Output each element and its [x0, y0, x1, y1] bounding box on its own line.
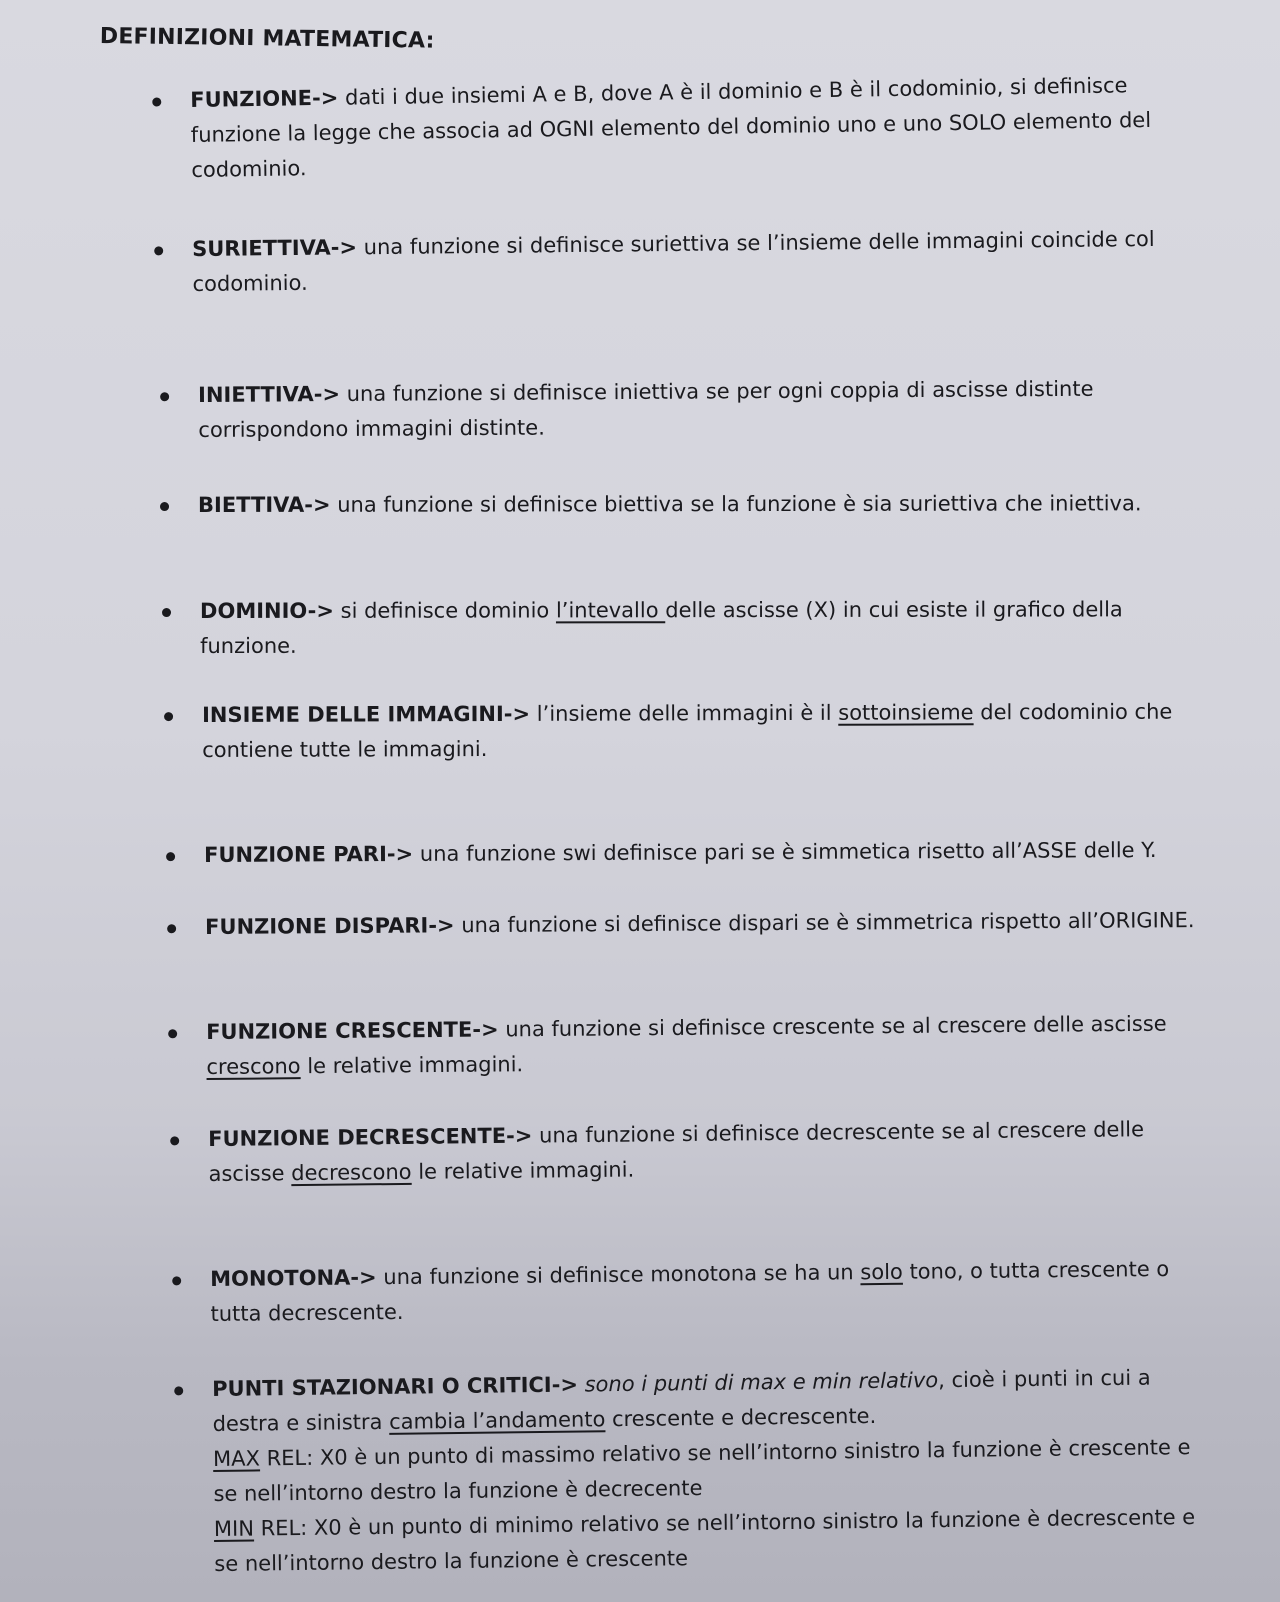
bullet-icon	[174, 1386, 183, 1395]
italic-phrase: sono i punti di max e min relativo	[577, 1368, 939, 1397]
max-label: MAX	[212, 1446, 261, 1471]
min-label: MIN	[213, 1516, 255, 1541]
bullet-icon	[172, 1276, 181, 1285]
max-rel-line	[213, 1430, 1204, 1512]
definition-iniettiva	[198, 372, 1118, 448]
definition-funzione-decrescente	[208, 1112, 1169, 1192]
definition-text: una funzione swi definisce pari se è simmetica risetto all’ASSE delle Y.	[413, 838, 1157, 866]
underlined-word: decrescono	[291, 1159, 412, 1186]
bullet-icon	[152, 97, 161, 106]
definition-dominio	[200, 592, 1160, 664]
bullet-icon	[160, 392, 169, 401]
definition-term: BIETTIVA->	[198, 492, 331, 517]
definition-text: una funzione si definisce dispari se è simmetrica rispetto all’ORIGINE.	[454, 908, 1195, 938]
definition-text: una funzione si definisce iniettiva se per ogni coppia di ascisse distinte corrispondono immagini distinte.	[198, 376, 1094, 442]
definition-term: FUNZIONE->	[190, 85, 339, 112]
min-rel-line	[214, 1500, 1205, 1582]
definition-text: del codominio che contiene tutte le immagini.	[202, 699, 1173, 762]
min-rel-text: REL: X0 è un punto di minimo relativo se nell’intorno sinistro la funzione è decrescente e se nell’intorno destro la funzione è crescente	[214, 1505, 1196, 1576]
definition-text: una funzione si definisce monotona se ha un	[376, 1260, 861, 1290]
definition-text: si definisce dominio	[333, 598, 556, 623]
underlined-word: solo	[860, 1259, 903, 1285]
definition-text: dati i due insiemi A e B, dove A è il dominio e B è il codominio, si definisce funzione la legge che associa ad OGNI elemento del dominio uno e uno SOLO elemento del codominio.	[190, 73, 1152, 182]
bullet-icon	[167, 924, 176, 933]
definition-text: crescente e decrescente.	[605, 1403, 877, 1432]
definition-term: FUNZIONE PARI->	[204, 841, 414, 867]
definition-term: MONOTONA->	[210, 1265, 377, 1291]
definition-text: delle ascisse (X) in cui esiste il grafico della funzione.	[200, 597, 1123, 658]
definition-funzione-dispari	[205, 903, 1215, 945]
bullet-icon	[168, 1029, 177, 1038]
bullet-icon	[162, 608, 171, 617]
definition-term: SURIETTIVA->	[192, 235, 358, 261]
definition-text: una funzione si definisce suriettiva se l’insieme delle immagini coincide col codominio.	[192, 226, 1155, 296]
definition-suriettiva	[192, 221, 1203, 302]
definition-term: FUNZIONE DISPARI->	[205, 913, 455, 939]
definition-text: le relative immagini.	[300, 1052, 524, 1079]
definition-term: FUNZIONE DECRESCENTE->	[208, 1123, 533, 1151]
definition-text: una funzione si definisce crescente se al crescere delle ascisse	[498, 1011, 1167, 1042]
definition-term: INIETTIVA->	[198, 382, 341, 407]
underlined-word: crescono	[206, 1054, 301, 1079]
definition-term: INSIEME DELLE IMMAGINI->	[202, 701, 531, 727]
max-rel-text: REL: X0 è un punto di massimo relativo se nell’intorno sinistro la funzione è crescente e se nell’intorno destro la funzione è decrecente	[213, 1435, 1191, 1506]
definition-biettiva	[198, 486, 1208, 523]
definition-monotona	[210, 1252, 1201, 1332]
bullet-icon	[166, 852, 175, 861]
definition-funzione	[190, 67, 1202, 188]
underlined-phrase: cambia l’andamento	[388, 1407, 606, 1434]
bullet-icon	[160, 502, 169, 511]
bullet-icon	[154, 246, 163, 255]
definition-text: una funzione si definisce decrescente se al crescere delle ascisse	[208, 1117, 1145, 1186]
definition-funzione-pari	[204, 833, 1214, 873]
definition-insieme-immagini	[202, 695, 1192, 768]
definition-punti-stazionari	[212, 1360, 1204, 1582]
definition-text: le relative immagini.	[411, 1157, 635, 1184]
bullet-icon	[164, 712, 173, 721]
definition-text: tono, o tutta crescente o tutta decrescente.	[210, 1256, 1170, 1326]
definition-text: una funzione si definisce biettiva se la funzione è sia suriettiva che iniettiva.	[330, 491, 1142, 517]
bullet-icon	[170, 1136, 179, 1145]
definition-text: l’insieme delle immagini è il	[530, 700, 839, 726]
definition-text: , cioè i punti in cui a destra e sinistra	[212, 1365, 1151, 1436]
underlined-word: l’intevallo	[555, 598, 666, 623]
definition-funzione-crescente	[206, 1006, 1187, 1085]
definition-term: DOMINIO->	[200, 598, 334, 623]
underlined-word: sottoinsieme	[838, 700, 974, 725]
definition-term: FUNZIONE CRESCENTE->	[206, 1017, 499, 1044]
definition-term: PUNTI STAZIONARI O CRITICI->	[212, 1372, 579, 1401]
document-title: DEFINIZIONI MATEMATICA:	[99, 24, 435, 54]
